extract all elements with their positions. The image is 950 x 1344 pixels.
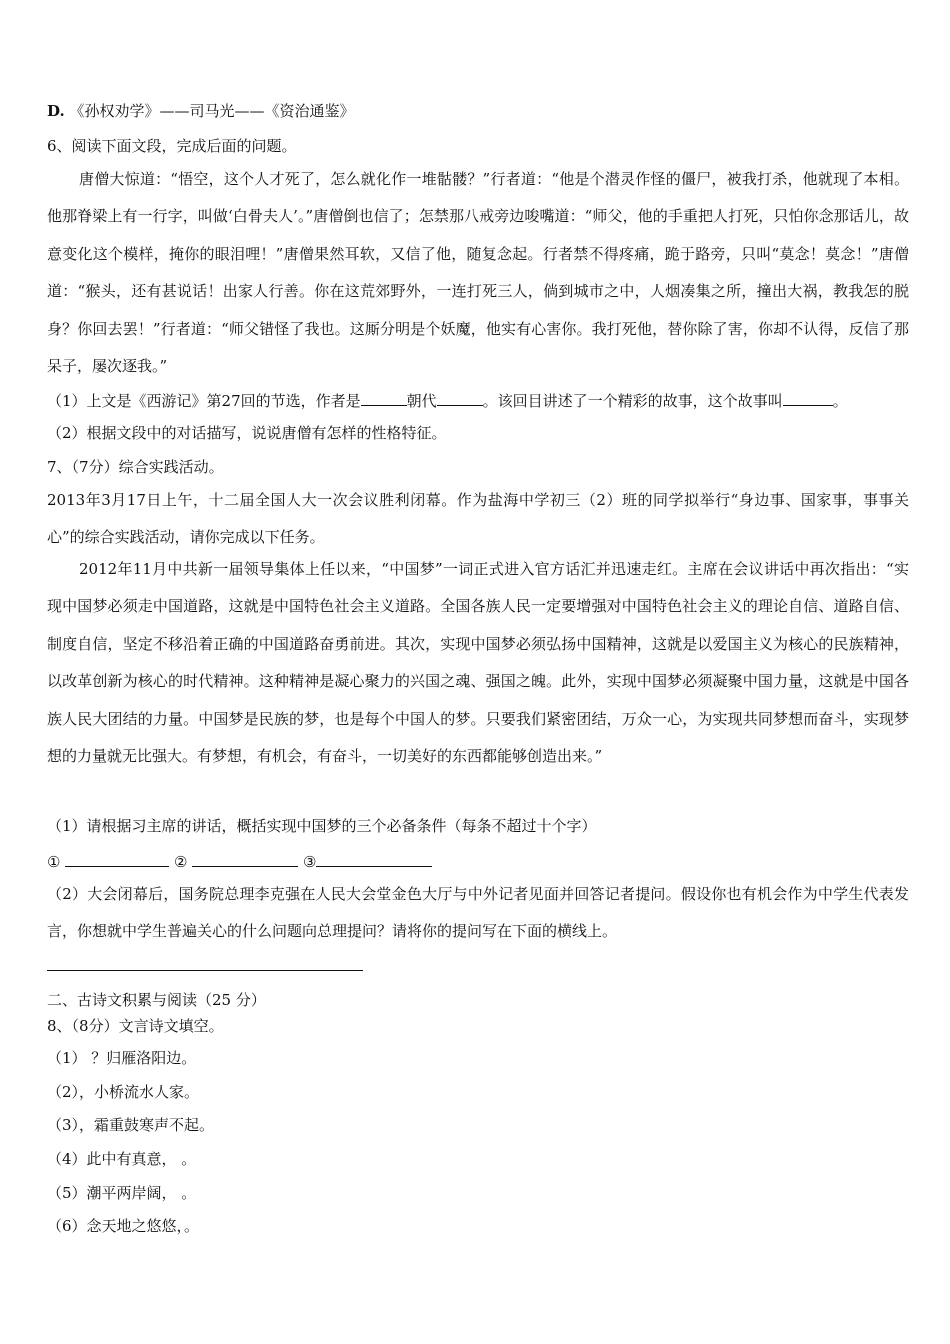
option-d-text: 《孙权劝学》——司马光——《资治通鉴》 [69, 102, 355, 120]
q7-answer-blank-1[interactable] [65, 850, 169, 867]
q7-answer-line[interactable] [47, 970, 363, 971]
q7-intro: 2013年3月17日上午，十二届全国人大一次会议胜利闭幕。作为盐海中学初三（2）班的同学拟举行“身边事、国家事，事事关心”的综合实践活动，请你完成以下任务。 [47, 491, 909, 547]
q7-answer-blank-3[interactable] [316, 850, 432, 867]
q6-dynasty-blank[interactable] [437, 389, 483, 406]
q8-header: 8、（8分）文言诗文填空。 [47, 1017, 224, 1035]
q6-sub1-part2: 朝代 [406, 392, 437, 410]
q6-sub1-part1: （1）上文是《西游记》第27回的节选，作者是 [47, 392, 361, 410]
q6-sub1-part4: 。 [832, 392, 848, 410]
q7-answer-blank-2[interactable] [192, 850, 298, 867]
q8-item-2: （2），小桥流水人家。 [47, 1083, 200, 1101]
q6-header: 6、阅读下面文段，完成后面的问题。 [47, 137, 297, 155]
q8-item-5: （5）潮平两岸阔， 。 [47, 1184, 197, 1202]
q7-header: 7、（7分）综合实践活动。 [47, 458, 224, 476]
q7-mark-3: ③ [303, 853, 317, 871]
section2-header: 二、古诗文积累与阅读（25 分） [47, 991, 266, 1009]
q6-passage: 唐僧大惊道：“悟空，这个人才死了，怎么就化作一堆骷髅？”行者道：“他是个潜灵作怪的僵尸，被我打杀，他就现了本相。他那脊梁上有一行字，叫做‘白骨夫人’。”唐僧倒也信了；怎禁那八戒旁边唆嘴道：“师父，他的手重把人打死，只怕你念那话儿，故意变化这个模样，掩你的眼泪哩！”唐僧果然耳软，又信了他，随复念起。行者禁不得疼痛，跪于路旁，只叫“莫念！莫念！”唐僧道：“猴头，还有甚说话！出家人行善。你在这荒郊野外，一连打死三人，倘到城市之中，人烟凑集之所，撞出大祸，教我怎的脱身？你回去罢！”行者道：“师父错怪了我也。这厮分明是个妖魔，他实有心害你。我打死他，替你除了害，你却不认得，反信了那呆子，屡次逐我。” [47, 170, 909, 376]
q6-sub1-part3: 。该回目讲述了一个精彩的故事，这个故事叫 [482, 392, 783, 410]
q7-passage: 2012年11月中共新一届领导集体上任以来，“中国梦”一词正式进入官方话汇并迅速走红。主席在会议讲话中再次指出：“实现中国梦必须走中国道路，这就是中国特色社会主义道路。全国各族人民一定要增强对中国特色社会主义的理论自信、道路自信、制度自信，坚定不移沿着正确的中国道路奋勇前进。其次，实现中国梦必须弘扬中国精神，这就是以爱国主义为核心的民族精神，以改革创新为核心的时代精神。这种精神是凝心聚力的兴国之魂、强国之魄。此外，实现中国梦必须凝聚中国力量，这就是中国各族人民大团结的力量。中国梦是民族的梦，也是每个中国人的梦。只要我们紧密团结，万众一心，为实现共同梦想而奋斗，实现梦想的力量就无比强大。有梦想，有机会，有奋斗，一切美好的东西都能够创造出来。” [47, 560, 909, 766]
q8-item-4: （4）此中有真意， 。 [47, 1150, 197, 1168]
q8-item-6: （6）念天地之悠悠，。 [47, 1217, 200, 1235]
q7-answer-row [47, 850, 909, 873]
q8-item-1: （1） ？归雁洛阳边。 [47, 1049, 197, 1067]
q6-story-blank[interactable] [783, 389, 833, 406]
option-d-letter: D. [47, 102, 65, 120]
option-d [47, 100, 909, 122]
q7-mark-2: ② [174, 853, 188, 871]
q6-sub1 [47, 389, 909, 412]
q7-sub2: （2）大会闭幕后，国务院总理李克强在人民大会堂金色大厅与中外记者见面并回答记者提问。假设你也有机会作为中学生代表发言，你想就中学生普遍关心的什么问题向总理提问？请将你的提问写在下面的横线上。 [47, 885, 909, 941]
q7-mark-1: ① [47, 853, 61, 871]
q7-sub1: （1）请根据习主席的讲话，概括实现中国梦的三个必备条件（每条不超过十个字） [47, 817, 597, 835]
q6-author-blank[interactable] [361, 389, 407, 406]
q8-item-3: （3），霜重鼓寒声不起。 [47, 1116, 215, 1134]
q6-sub2: （2）根据文段中的对话描写，说说唐僧有怎样的性格特征。 [47, 424, 447, 442]
